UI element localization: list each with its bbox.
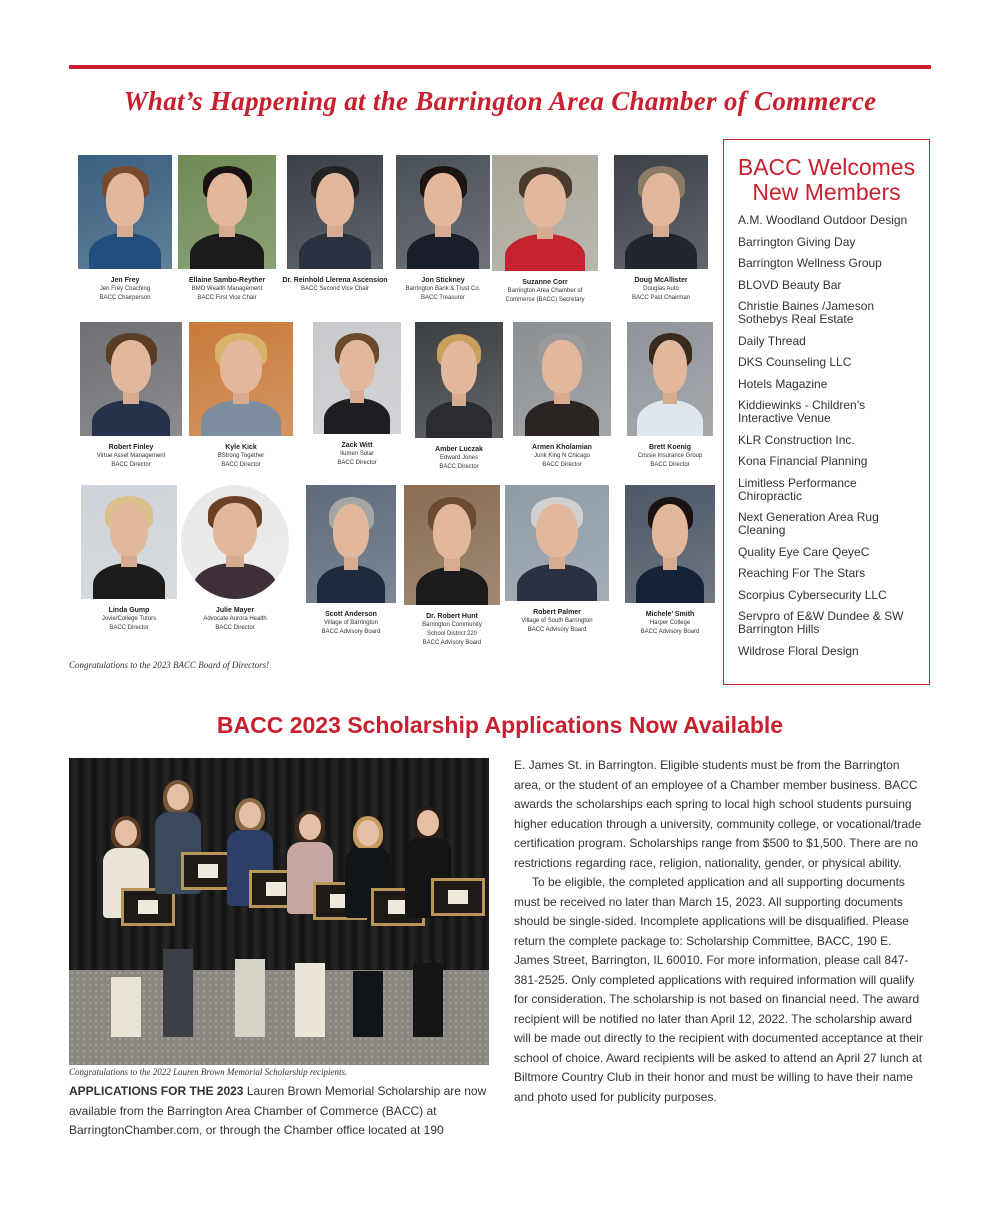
member-name: Dr. Reinhold Llerena Ascension	[282, 277, 388, 284]
member-name: Armen Kholamian	[532, 444, 592, 451]
member-affiliation: Douglas Auto	[643, 286, 679, 292]
member-portrait	[396, 155, 490, 269]
board-member-card	[615, 322, 725, 470]
member-affiliation: Barrington Area Chamber of	[507, 288, 583, 294]
member-affiliation: BACC Director	[337, 460, 377, 466]
new-member-item: Christie Baines /Jameson Sothebys Real Estate	[738, 299, 875, 326]
member-name: Zack Witt	[341, 442, 373, 449]
member-affiliation: BACC Director	[109, 625, 149, 631]
member-name: Kyle Kick	[225, 444, 257, 451]
scholarship-text-right	[514, 756, 930, 1107]
member-name: Michele’ Smith	[645, 611, 695, 618]
new-member-item: KLR Construction Inc.	[738, 432, 855, 447]
board-member-card	[615, 485, 725, 637]
board-member-card	[490, 155, 600, 305]
board-member-card	[507, 322, 617, 470]
board-member-card	[172, 155, 282, 303]
student-figure	[281, 810, 339, 1037]
member-affiliation: Jen Frey Coaching	[99, 286, 151, 292]
member-name: Jen Frey	[110, 277, 140, 284]
member-affiliation: BACC Chairperson	[99, 295, 151, 301]
member-affiliation: Village of Barrington	[324, 620, 378, 626]
member-affiliation: Barrington Bank & Trust Co.	[405, 286, 481, 292]
member-portrait	[313, 322, 401, 434]
member-affiliation: BStrong Together	[217, 453, 265, 459]
scholarship-lead-in: APPLICATIONS FOR THE 2023	[69, 1084, 244, 1098]
member-portrait	[513, 322, 611, 436]
board-member-card	[180, 485, 290, 633]
member-affiliation: BACC Advisory Board	[422, 640, 482, 646]
member-name: Ellaine Sambo-Reyther	[188, 277, 266, 284]
member-affiliation: Junk King N Chicago	[533, 453, 591, 459]
new-member-item: Scorpius Cybersecurity LLC	[738, 587, 887, 602]
member-name: Dr. Robert Hunt	[426, 613, 478, 620]
new-member-item: Daily Thread	[738, 333, 806, 348]
member-name: Robert Palmer	[533, 609, 581, 616]
member-affiliation: Harper College	[649, 620, 691, 626]
new-member-item: Barrington Wellness Group	[738, 256, 882, 270]
new-member-item: Hotels Magazine	[738, 376, 828, 391]
member-affiliation: BACC Past Chairman	[631, 295, 691, 301]
student-figure	[221, 798, 279, 1037]
member-affiliation: Commerce (BACC) Secretary	[505, 297, 585, 303]
member-name: Amber Luczak	[435, 446, 483, 453]
student-figure	[149, 780, 207, 1037]
new-members-list	[724, 205, 929, 658]
member-name: Doug McAllister	[634, 277, 688, 284]
new-members-title-line1: BACC Welcomes	[737, 154, 916, 180]
member-affiliation: BACC Director	[215, 625, 255, 631]
scholarship-text-left	[69, 1082, 489, 1141]
member-portrait	[492, 155, 598, 271]
member-portrait	[81, 485, 177, 599]
member-name: Linda Gump	[108, 607, 150, 614]
member-name: Robert Finley	[108, 444, 154, 451]
member-name: Brett Koenig	[649, 444, 691, 451]
new-member-item: Limitless Performance Chiropractic	[738, 475, 857, 503]
new-member-item: Next Generation Area Rug Cleaning	[738, 510, 879, 537]
scholarship-photo-caption: Congratulations to the 2022 Lauren Brown Memorial Scholarship recipients.	[69, 1067, 348, 1077]
scholarship-paragraph-2: To be eligible, the completed application and all supporting documents must be received no later than March 15, 2023. All supporting documents should be single-sided. Incomplete applications will be disqualified. Please return the complete package to: Scholarship Committee, BACC, 190 E. James Street, Barrington, IL 60010. For more information, please call 847-381-2525. Only completed applications with required information will qualify for consideration. The scholarship is not based on financial need. The award recipient will be notified no later than April 12, 2022. The scholarship award will be made out directly to the recipient with documented acceptance at their school of choice. Award recipients will be asked to attend an April 27 lunch at Biltmore Country Club in their honor and must be willing to have their name and photo used for publicity purposes.	[514, 875, 923, 1104]
student-figure	[97, 816, 155, 1037]
new-member-item: Servpro of E&W Dundee & SW Barrington Hills	[738, 609, 904, 636]
new-members-box	[723, 139, 930, 685]
member-portrait	[505, 485, 609, 601]
new-members-title	[724, 155, 929, 205]
member-affiliation: Jovie/College Tutors	[101, 616, 157, 622]
member-affiliation: Crissie Insurance Group	[637, 453, 703, 459]
student-figure	[339, 816, 397, 1037]
scholarship-paragraph-1: E. James St. in Barrington. Eligible students must be from the Barrington area, or the student of an employee of a Chamber member business. BACC awards the scholarships each spring to local high school students pursuing higher education through a university, community college, or vocational/trade certification program. Scholarships range from $500 to $1,500. There are no restrictions regarding race, religion, nationality, gender, or physical ability.	[514, 758, 922, 870]
new-member-item: Barrington Giving Day	[738, 234, 856, 249]
scholarship-left-paragraph: Lauren Brown Memorial Scholarship are now available from the Barrington Area Chamber of Commerce (BACC) at BarringtonChamber.com, or through the Chamber office located at 190	[69, 1084, 487, 1137]
new-member-item: Kona Financial Planning	[738, 454, 868, 468]
member-affiliation: BACC Director	[439, 464, 479, 470]
member-portrait	[178, 155, 276, 269]
member-name: Scott Anderson	[325, 611, 377, 618]
member-affiliation: BACC Director	[221, 462, 261, 468]
member-affiliation: Edward Jones	[439, 455, 479, 461]
member-name: Julie Mayer	[215, 607, 255, 614]
new-member-item: DKS Counseling LLC	[738, 355, 852, 369]
new-member-item: Reaching For The Stars	[738, 566, 866, 580]
member-affiliation: BMO Wealth Management	[191, 286, 263, 292]
member-affiliation: BACC First Vice Chair	[197, 295, 257, 301]
board-member-card	[606, 155, 716, 303]
top-rule	[69, 65, 931, 69]
new-member-item: BLOVD Beauty Bar	[738, 277, 842, 292]
member-affiliation: BACC Second Vice Chair	[301, 286, 369, 292]
new-member-item: Quality Eye Care QeyeC	[738, 544, 870, 559]
new-members-title-line2: New Members	[752, 179, 901, 205]
member-affiliation: BACC Director	[650, 462, 690, 468]
board-member-card	[296, 485, 406, 637]
board-member-card	[404, 322, 514, 472]
member-portrait	[404, 485, 500, 605]
board-caption: Congratulations to the 2023 BACC Board of Directors!	[69, 660, 270, 670]
member-portrait	[614, 155, 708, 269]
board-member-card	[397, 485, 507, 648]
member-affiliation: BACC Director	[542, 462, 582, 468]
member-portrait	[78, 155, 172, 269]
board-member-card	[70, 155, 180, 303]
board-member-card	[388, 155, 498, 303]
member-affiliation: BACC Advisory Board	[321, 629, 381, 635]
board-member-card	[74, 485, 184, 633]
member-affiliation: Ilumen Solar	[340, 451, 374, 457]
board-member-card	[302, 322, 412, 468]
student-figure	[399, 806, 457, 1037]
member-portrait	[181, 485, 289, 599]
member-portrait	[287, 155, 383, 269]
member-portrait	[189, 322, 293, 436]
page-title: What’s Happening at the Barrington Area Chamber of Commerce	[123, 86, 877, 116]
new-member-item: Wildrose Floral Design	[738, 643, 859, 658]
member-portrait	[306, 485, 396, 603]
member-portrait	[80, 322, 182, 436]
member-affiliation: BACC Advisory Board	[527, 627, 587, 633]
member-affiliation: Virtue Asset Management	[96, 453, 166, 459]
certificate-plaque	[431, 878, 485, 916]
member-name: Jon Stickney	[421, 277, 465, 284]
board-member-card	[280, 155, 390, 294]
member-affiliation: BACC Director	[111, 462, 151, 468]
scholarship-heading: BACC 2023 Scholarship Applications Now Available	[216, 712, 784, 738]
member-affiliation: BACC Treasurer	[420, 295, 465, 301]
member-affiliation: Village of South Barrington	[521, 618, 593, 624]
member-affiliation: School District 220	[426, 631, 478, 637]
member-affiliation: Barrington Community	[422, 622, 482, 628]
board-member-card	[502, 485, 612, 635]
member-affiliation: BACC Advisory Board	[640, 629, 700, 635]
scholarship-recipients-photo	[69, 758, 489, 1065]
member-name: Suzanne Corr	[522, 279, 568, 286]
board-member-card	[76, 322, 186, 470]
member-portrait	[627, 322, 713, 436]
member-affiliation: Advocate Aurora Health	[203, 616, 267, 622]
new-member-item: A.M. Woodland Outdoor Design	[738, 213, 908, 227]
board-member-card	[186, 322, 296, 470]
member-portrait	[625, 485, 715, 603]
member-portrait	[415, 322, 503, 438]
new-member-item: Kiddiewinks - Children’s Interactive Venue	[738, 398, 866, 425]
